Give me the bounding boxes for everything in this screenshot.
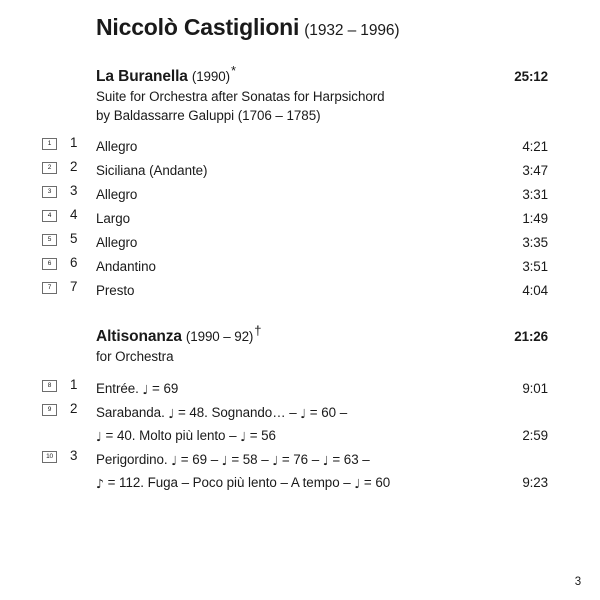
movement-number: 5: [70, 231, 78, 246]
track-duration: 4:04: [522, 283, 548, 298]
movement-line: [96, 183, 548, 207]
track-row[interactable]: [0, 135, 600, 159]
track-row[interactable]: [0, 401, 600, 448]
cd-track-number-box: 4: [42, 210, 57, 222]
work-subtitle-line-1: Suite for Orchestra after Sonatas for Harpsichord: [96, 89, 385, 104]
movement-number: 4: [70, 207, 78, 222]
movement-line: [96, 159, 548, 183]
track-duration: 3:35: [522, 235, 548, 250]
track-duration: 2:59: [522, 428, 548, 443]
movement-body: [96, 183, 548, 207]
movement-number: 3: [70, 183, 78, 198]
movement-number: 3: [70, 447, 78, 463]
quarter-note-icon: ♩: [171, 452, 178, 468]
movement-line: [96, 207, 548, 231]
track-duration: 3:47: [522, 163, 548, 178]
movement-line: [96, 448, 548, 472]
footnote-marker-dagger: †: [254, 322, 262, 338]
quarter-note-icon: ♩: [142, 381, 149, 397]
work-total-duration: 25:12: [514, 69, 548, 84]
work-subtitle-line-1: for Orchestra: [96, 349, 174, 364]
movement-body: [96, 255, 548, 279]
movement-title: Andantino: [96, 259, 156, 274]
movement-line: [96, 401, 548, 425]
movement-title: Largo: [96, 211, 130, 226]
tempo-value: = 69 –: [177, 451, 222, 467]
movement-body: [96, 377, 548, 401]
work-title: Altisonanza: [96, 328, 182, 345]
tempo-value: = 56: [246, 428, 276, 443]
track-row[interactable]: [0, 231, 600, 255]
track-row[interactable]: [0, 448, 600, 495]
track-duration: 3:31: [522, 187, 548, 202]
movement-line: [96, 135, 548, 159]
track-duration: 9:01: [522, 380, 548, 396]
tempo-value: = 40. Molto più lento –: [101, 428, 241, 443]
movement-title: Perigordino.: [96, 451, 172, 467]
quarter-note-icon: ♩: [322, 452, 329, 468]
movement-line: [96, 255, 548, 279]
movement-body: [96, 279, 548, 303]
movement-line-continued: [96, 424, 548, 448]
quarter-note-icon: ♩: [272, 452, 279, 468]
movement-number: 6: [70, 255, 78, 270]
movement-title: Siciliana (Andante): [96, 163, 208, 178]
footnote-marker-asterisk: *: [230, 62, 237, 78]
work-title: La Buranella: [96, 68, 188, 85]
page-number: 3: [574, 576, 581, 588]
movement-body: [96, 448, 548, 495]
movement-line: [96, 377, 548, 401]
composer-heading: [96, 14, 399, 41]
tempo-value: = 58 –: [227, 451, 273, 467]
work-title-line: [96, 322, 548, 346]
track-row[interactable]: [0, 207, 600, 231]
work-subtitle: [96, 88, 548, 125]
track-row[interactable]: [0, 279, 600, 303]
tempo-value: = 60 –: [306, 404, 348, 420]
quarter-note-icon: ♩: [168, 405, 175, 421]
track-row[interactable]: [0, 183, 600, 207]
quarter-note-icon: ♩: [96, 429, 102, 444]
cd-track-number-box: 6: [42, 258, 57, 270]
quarter-note-icon: ♩: [354, 476, 361, 491]
tempo-value: = 76 –: [278, 451, 323, 467]
tempo-value: = 112. Fuga – Poco più lento – A tempo –: [103, 475, 355, 490]
movement-body: [96, 231, 548, 255]
work-heading: [96, 322, 548, 367]
composer-dates: (1932 – 1996): [304, 22, 400, 39]
cd-track-number-box: 3: [42, 186, 57, 198]
track-row[interactable]: [0, 377, 600, 401]
work-heading: [96, 62, 548, 125]
work-section-la-buranella: [0, 62, 600, 303]
eighth-note-icon: ♪: [96, 476, 104, 491]
movement-title: Presto: [96, 283, 135, 298]
tempo-value: = 48. Sognando… –: [174, 404, 301, 420]
movement-body: [96, 207, 548, 231]
movement-line: [96, 231, 548, 255]
cd-track-number-box: 5: [42, 234, 57, 246]
track-duration: 3:51: [522, 259, 548, 274]
movement-title: Entrée.: [96, 380, 143, 396]
quarter-note-icon: ♩: [300, 405, 307, 421]
quarter-note-icon: ♩: [240, 429, 247, 444]
work-title-line: [96, 62, 548, 86]
track-row[interactable]: [0, 255, 600, 279]
work-section-altisonanza: [0, 322, 600, 495]
movement-line-continued: [96, 471, 548, 495]
track-duration: 1:49: [522, 211, 548, 226]
movement-number: 1: [70, 135, 78, 150]
cd-track-number-box: 1: [42, 138, 57, 150]
movement-body: [96, 401, 548, 448]
cd-track-number-box: 8: [42, 380, 57, 392]
movement-number: 2: [70, 400, 78, 416]
composer-name: Niccolò Castiglioni: [96, 14, 300, 40]
work-total-duration: 21:26: [514, 329, 548, 344]
movement-title: Sarabanda.: [96, 404, 169, 420]
work-years: (1990): [191, 69, 230, 84]
cd-track-number-box: 9: [42, 404, 57, 416]
track-duration: 9:23: [522, 475, 548, 490]
tempo-value: = 69: [148, 380, 179, 396]
cd-track-number-box: 2: [42, 162, 57, 174]
movement-title: Allegro: [96, 139, 138, 154]
movement-body: [96, 159, 548, 183]
movement-number: 7: [70, 279, 78, 294]
movement-body: [96, 135, 548, 159]
track-row[interactable]: [0, 159, 600, 183]
tempo-value: = 60: [360, 475, 391, 490]
movement-line: [96, 279, 548, 303]
movement-title: Allegro: [96, 187, 138, 202]
movement-number: 1: [70, 376, 78, 392]
cd-track-number-box: 7: [42, 282, 57, 294]
cd-track-number-box: 10: [42, 451, 57, 463]
quarter-note-icon: ♩: [221, 452, 228, 468]
track-list: [0, 377, 600, 495]
movement-number: 2: [70, 159, 78, 174]
track-duration: 4:21: [522, 139, 548, 154]
track-list: [0, 135, 600, 303]
movement-title: Allegro: [96, 235, 138, 250]
tempo-value: = 63 –: [328, 451, 370, 467]
work-subtitle: [96, 348, 548, 367]
work-subtitle-line-2: by Baldassarre Galuppi (1706 – 1785): [96, 107, 321, 123]
work-years: (1990 – 92): [185, 329, 254, 344]
